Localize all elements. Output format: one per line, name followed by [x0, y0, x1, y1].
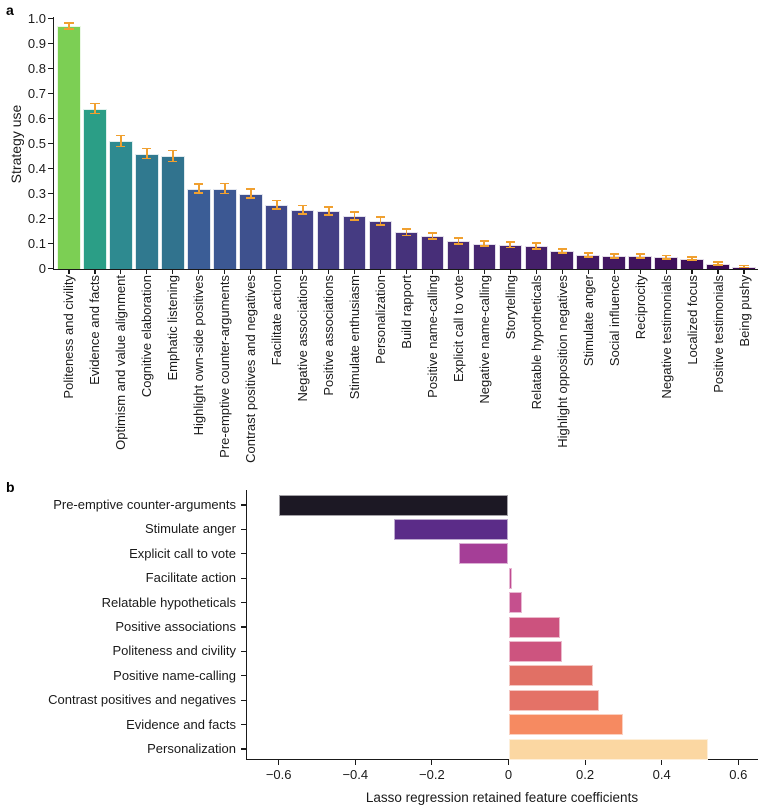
category-label-facilitate-action: Facilitate action	[145, 570, 236, 586]
y-tick-label: 0.2	[27, 211, 46, 226]
x-tick	[355, 760, 356, 765]
x-tick-label-storytelling: Storytelling	[502, 275, 518, 340]
bar-positive-associations	[509, 617, 561, 638]
x-tick-label-highlight-own-side-positives: Highlight own-side positives	[191, 275, 207, 436]
x-tick-label-emphatic-listening: Emphatic listening	[165, 275, 181, 381]
x-tick-label-negative-associations: Negative associations	[295, 275, 311, 402]
x-tick-label: −0.6	[265, 767, 292, 782]
x-axis-title: Lasso regression retained feature coefficients	[365, 790, 639, 805]
bar-politeness-and-civility	[509, 641, 563, 662]
y-tick	[241, 626, 246, 627]
x-tick-label-localized-focus: Localized focus	[684, 275, 700, 365]
x-tick-label-contrast-positives-and-negatives: Contrast positives and negatives	[243, 275, 259, 463]
x-tick-label-positive-testimonials: Positive testimonials	[710, 275, 726, 393]
x-tick-label: −0.4	[342, 767, 369, 782]
x-tick-label-highlight-opposition-negatives: Highlight opposition negatives	[554, 275, 570, 448]
bar-relatable-hypotheticals	[509, 592, 522, 613]
x-tick-label-evidence-and-facts: Evidence and facts	[87, 275, 103, 385]
x-tick-label-positive-associations: Positive associations	[321, 275, 337, 396]
y-axis-title: Strategy use	[8, 104, 24, 184]
y-tick-label: 0.7	[27, 86, 46, 101]
panel-a-label: a	[6, 2, 14, 18]
category-label-contrast-positives-and-negatives: Contrast positives and negatives	[48, 692, 236, 708]
y-tick	[241, 578, 246, 579]
x-tick-label-relatable-hypotheticals: Relatable hypotheticals	[528, 275, 544, 410]
bar-explicit-call-to-vote	[459, 543, 509, 564]
y-tick-label: 0.8	[27, 61, 46, 76]
x-tick-label: 0.2	[576, 767, 595, 782]
bar-pre-emptive-counter-arguments	[279, 495, 509, 516]
x-tick-label: 0	[504, 767, 513, 782]
x-tick-label-negative-testimonials: Negative testimonials	[658, 275, 674, 399]
x-tick-label-stimulate-enthusiasm: Stimulate enthusiasm	[347, 275, 363, 400]
y-tick-label: 0.6	[27, 111, 46, 126]
x-tick-label-cognitive-elaboration: Cognitive elaboration	[139, 275, 155, 398]
x-tick-label-politeness-and-civility: Politeness and civility	[61, 275, 77, 399]
x-tick-label-social-influence: Social influence	[606, 275, 622, 367]
bar-stimulate-anger	[394, 519, 509, 540]
category-label-politeness-and-civility: Politeness and civility	[112, 643, 236, 659]
y-tick	[241, 748, 246, 749]
y-tick-label: 0.9	[27, 36, 46, 51]
y-tick	[241, 700, 246, 701]
x-tick-label-explicit-call-to-vote: Explicit call to vote	[450, 275, 466, 382]
category-label-pre-emptive-counter-arguments: Pre-emptive counter-arguments	[53, 497, 236, 512]
category-label-positive-name-calling: Positive name-calling	[113, 667, 236, 683]
category-label-stimulate-anger: Stimulate anger	[144, 521, 236, 537]
x-tick	[585, 760, 586, 765]
x-tick	[508, 760, 509, 765]
x-tick-label-being-pushy: Being pushy	[736, 275, 752, 347]
category-label-positive-associations: Positive associations	[115, 619, 236, 634]
panel-b-label: b	[6, 479, 15, 495]
x-tick-label-personalization: Personalization	[373, 275, 389, 364]
bar-evidence-and-facts	[509, 714, 624, 735]
x-tick-label-optimism-and-value-alignment: Optimism and value alignment	[113, 275, 129, 450]
category-label-explicit-call-to-vote: Explicit call to vote	[129, 545, 236, 561]
y-axis-line	[246, 490, 247, 760]
bar-contrast-positives-and-negatives	[509, 690, 599, 711]
y-tick	[241, 675, 246, 676]
y-tick	[241, 529, 246, 530]
x-tick-label-stimulate-anger: Stimulate anger	[580, 275, 596, 367]
y-tick	[241, 504, 246, 505]
y-tick-label: 0.1	[27, 236, 46, 251]
category-label-relatable-hypotheticals: Relatable hypotheticals	[101, 594, 236, 610]
category-label-evidence-and-facts: Evidence and facts	[126, 716, 236, 732]
y-tick	[241, 553, 246, 554]
x-tick	[661, 760, 662, 765]
y-tick-label: 0.3	[27, 186, 46, 201]
y-tick	[241, 602, 246, 603]
category-label-personalization: Personalization	[147, 741, 236, 756]
y-tick-label: 1.0	[27, 11, 46, 26]
x-tick-label-reciprocity: Reciprocity	[632, 275, 648, 340]
bar-positive-name-calling	[509, 665, 593, 686]
x-tick-label-build-rapport: Build rapport	[399, 275, 414, 349]
y-tick	[241, 724, 246, 725]
y-tick-label: 0	[38, 261, 46, 276]
x-tick-label: 0.6	[729, 767, 748, 782]
x-tick-label-facilitate-action: Facilitate action	[269, 275, 285, 366]
bar-facilitate-action	[509, 568, 513, 589]
x-tick	[278, 760, 279, 765]
x-tick	[738, 760, 739, 765]
y-tick-label: 0.5	[27, 136, 46, 151]
bar-personalization	[509, 739, 708, 760]
x-tick-label-pre-emptive-counter-arguments: Pre-emptive counter-arguments	[217, 275, 233, 458]
x-tick-label-positive-name-calling: Positive name-calling	[424, 275, 440, 398]
x-tick-label: −0.2	[419, 767, 445, 782]
x-tick-label-negative-name-calling: Negative name-calling	[476, 275, 492, 404]
y-tick-label: 0.4	[27, 161, 46, 176]
x-tick	[431, 760, 432, 765]
x-tick-label: 0.4	[652, 767, 671, 782]
y-tick	[241, 651, 246, 652]
